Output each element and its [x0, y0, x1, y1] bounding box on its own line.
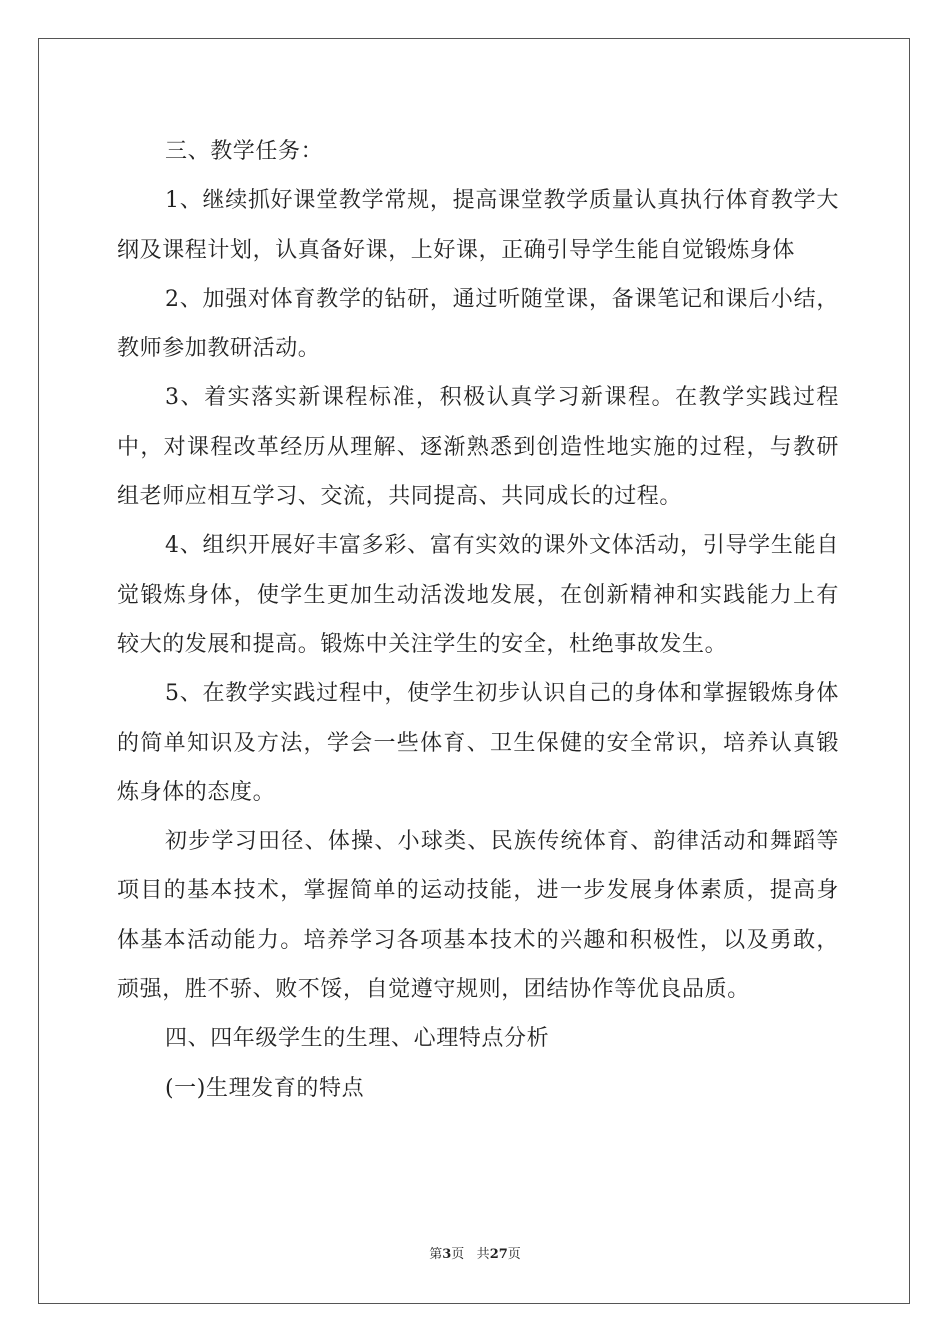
footer-page-word: 页 [451, 1247, 465, 1262]
footer-prefix: 第 [429, 1247, 443, 1262]
paragraph-task-2: 2、加强对体育教学的钻研，通过听随堂课，备课笔记和课后小结，教师参加教研活动。 [117, 286, 839, 362]
footer-total-suffix: 页 [507, 1247, 521, 1262]
footer-current-page: 3 [442, 1247, 452, 1262]
document-body [117, 127, 839, 1113]
heading-grade-four-analysis: 四、四年级学生的生理、心理特点分析 [165, 1026, 550, 1052]
paragraph-task-4: 4、组织开展好丰富多彩、富有实效的课外文体活动，引导学生能自觉锻炼身体，使学生更加生动活泼地发展，在创新精神和实践能力上有较大的发展和提高。锻炼中关注学生的安全，杜绝事故发生。 [117, 533, 839, 657]
footer-total-pages: 27 [489, 1247, 508, 1262]
footer-total-prefix: 共 [476, 1247, 490, 1262]
paragraph-task-1: 1、继续抓好课堂教学常规，提高课堂教学质量认真执行体育教学大纲及课程计划，认真备好课，上好课，正确引导学生能自觉锻炼身体 [117, 188, 839, 263]
subheading-physiological-development: (一)生理发育的特点 [165, 1075, 365, 1101]
page-footer [0, 1245, 950, 1265]
paragraph-basic-skills: 初步学习田径、体操、小球类、民族传统体育、韵律活动和舞蹈等项目的基本技术，掌握简单的运动技能，进一步发展身体素质，提高身体基本活动能力。培养学习各项基本技术的兴趣和积极性，以及勇敢，顽强，胜不骄、败不馁，自觉遵守规则，团结协作等优良品质。 [117, 829, 839, 1003]
paragraph-task-5: 5、在教学实践过程中，使学生初步认识自己的身体和掌握锻炼身体的简单知识及方法，学会一些体育、卫生保健的安全常识，培养认真锻炼身体的态度。 [117, 681, 839, 805]
paragraph-task-3: 3、着实落实新课程标准，积极认真学习新课程。在教学实践过程中，对课程改革经历从理解、逐渐熟悉到创造性地实施的过程，与教研组老师应相互学习、交流，共同提高、共同成长的过程。 [117, 385, 839, 510]
heading-teaching-tasks: 三、教学任务： [165, 139, 324, 164]
